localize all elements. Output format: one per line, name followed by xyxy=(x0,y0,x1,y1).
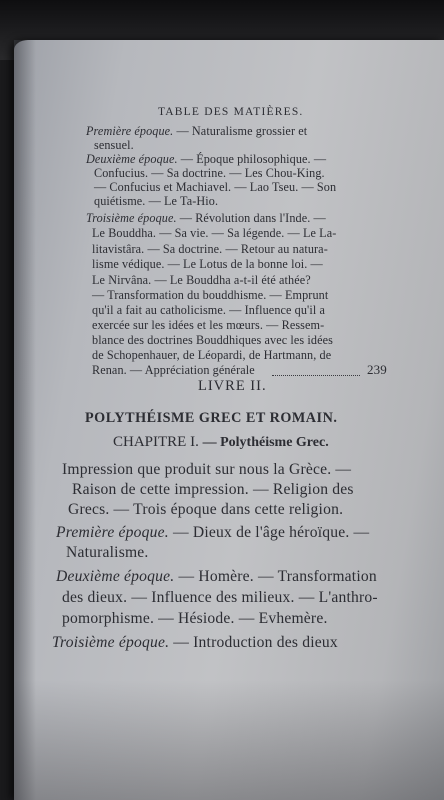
toc-line: Le Nirvâna. — Le Bouddha a-t-il été athée? xyxy=(92,273,311,287)
chapter-text: — Dieux de l'âge héroïque. — xyxy=(168,524,370,541)
leader-dots xyxy=(272,375,360,376)
toc-line: exercée sur les idées et les mœurs. — Ressem- xyxy=(92,318,325,332)
chapter-line xyxy=(52,634,338,652)
toc-text: — Révolution dans l'Inde. — xyxy=(176,211,326,225)
livre-heading: LIVRE II. xyxy=(198,378,267,394)
toc-line: Confucius. — Sa doctrine. — Les Chou-King. xyxy=(94,166,325,180)
toc-line xyxy=(86,211,326,226)
epoch-label: Deuxième époque. xyxy=(86,152,178,166)
epoch-label: Première époque. xyxy=(86,124,174,138)
toc-line: quiétisme. — Le Ta-Hio. xyxy=(94,194,219,208)
toc-text: — Époque philosophique. — xyxy=(177,152,327,166)
chapter-text: — Homère. — Transformation xyxy=(174,568,377,585)
toc-text: — Naturalisme grossier et xyxy=(173,124,308,138)
chapter-line: Raison de cette impression. — Religion des xyxy=(72,481,354,498)
page-number: 239 xyxy=(367,362,387,377)
livre-title: POLYTHÉISME GREC ET ROMAIN. xyxy=(85,410,338,426)
chapter-label: CHAPITRE I. xyxy=(113,434,199,450)
toc-line xyxy=(86,124,307,139)
toc-line xyxy=(86,152,326,167)
chapter-line xyxy=(56,524,369,542)
chapter-line: Grecs. — Trois époque dans cette religion. xyxy=(68,501,344,518)
toc-line: sensuel. xyxy=(94,138,134,152)
chapter-line xyxy=(56,568,377,586)
toc-line: Le Bouddha. — Sa vie. — Sa légende. — Le La- xyxy=(92,226,337,240)
toc-line: — Transformation du bouddhisme. — Emprunt xyxy=(92,288,329,302)
chapter-text: — Introduction des dieux xyxy=(169,634,338,651)
toc-line: blance des doctrines Bouddhiques avec les idées xyxy=(92,333,333,347)
chapter-line: Impression que produit sur nous la Grèce. — xyxy=(62,461,352,478)
chapter-line: Naturalisme. xyxy=(66,544,149,561)
toc-line: Renan. — Appréciation générale xyxy=(92,363,255,377)
epoch-label: Deuxième époque. xyxy=(56,568,175,585)
epoch-label: Première époque. xyxy=(56,524,169,541)
chapter-line: des dieux. — Influence des milieux. — L'anthro- xyxy=(62,589,378,606)
chapter-title: — Polythéisme Grec. xyxy=(202,435,329,450)
toc-line: — Confucius et Machiavel. — Lao Tseu. — Son xyxy=(94,180,337,194)
chapter-heading xyxy=(113,434,329,451)
toc-line: litavistâra. — Sa doctrine. — Retour au natura- xyxy=(92,242,328,256)
toc-line: qu'il a fait au catholicisme. — Influence qu'il a xyxy=(92,303,325,317)
epoch-label: Troisième époque. xyxy=(86,211,177,225)
toc-header: TABLE DES MATIÈRES. xyxy=(158,106,304,118)
toc-line: lisme védique. — Le Lotus de la bonne loi. — xyxy=(92,257,323,271)
epoch-label: Troisième époque. xyxy=(52,634,170,651)
chapter-line: pomorphisme. — Hésiode. — Evhemère. xyxy=(62,610,328,627)
toc-line: de Schopenhauer, de Léopardi, de Hartmann, de xyxy=(92,348,332,362)
